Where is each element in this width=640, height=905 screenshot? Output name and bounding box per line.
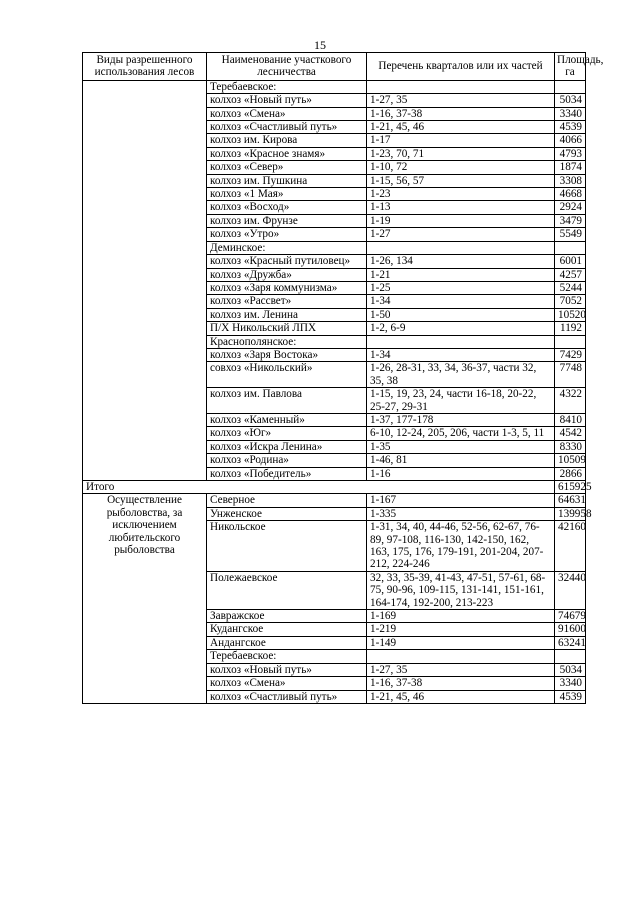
forestry-name: Кудангское <box>207 623 367 636</box>
forestry-name: колхоз «Победитель» <box>207 467 367 480</box>
forestry-name: колхоз «Заря Востока» <box>207 348 367 361</box>
area-value: 3479 <box>555 214 586 227</box>
header-forestry-name: Наименование участкового лесничества <box>207 53 367 81</box>
quarters-list: 1-46, 81 <box>367 454 555 467</box>
area-value: 3340 <box>555 677 586 690</box>
quarters-cell <box>367 80 555 93</box>
quarters-list: 1-13 <box>367 201 555 214</box>
total-label: Итого <box>83 481 555 494</box>
forestry-name: Никольское <box>207 521 367 572</box>
forestry-name: Полежаевское <box>207 571 367 609</box>
forestry-name: колхоз им. Кирова <box>207 134 367 147</box>
quarters-list: 1-27, 35 <box>367 94 555 107</box>
quarters-list: 1-25 <box>367 281 555 294</box>
area-value: 1874 <box>555 161 586 174</box>
quarters-list: 1-37, 177-178 <box>367 413 555 426</box>
quarters-list: 1-27, 35 <box>367 663 555 676</box>
quarters-list: 1-23, 70, 71 <box>367 147 555 160</box>
quarters-list: 1-149 <box>367 636 555 649</box>
forestry-name: колхоз «Искра Ленина» <box>207 440 367 453</box>
quarters-cell <box>367 241 555 254</box>
quarters-list: 1-169 <box>367 610 555 623</box>
forestry-name: колхоз «Юг» <box>207 427 367 440</box>
area-value: 1192 <box>555 322 586 335</box>
header-area: Площадь, га <box>555 53 586 81</box>
quarters-list: 1-21, 45, 46 <box>367 690 555 703</box>
quarters-list: 1-16 <box>367 467 555 480</box>
forestry-name: колхоз «Восход» <box>207 201 367 214</box>
forestry-name: колхоз им. Пушкина <box>207 174 367 187</box>
quarters-cell <box>367 650 555 663</box>
quarters-list: 1-15, 19, 23, 24, части 16-18, 20-22, 25-27, 29-31 <box>367 388 555 414</box>
quarters-list: 1-17 <box>367 134 555 147</box>
section-name: Деминское: <box>207 241 367 254</box>
forestry-name: Завражское <box>207 610 367 623</box>
area-value: 4257 <box>555 268 586 281</box>
quarters-list: 1-50 <box>367 308 555 321</box>
forestry-name: колхоз «Красное знамя» <box>207 147 367 160</box>
area-cell <box>555 241 586 254</box>
area-value: 5034 <box>555 94 586 107</box>
quarters-list: 1-34 <box>367 295 555 308</box>
quarters-list: 1-34 <box>367 348 555 361</box>
forestry-name: колхоз «Смена» <box>207 107 367 120</box>
area-value: 6001 <box>555 255 586 268</box>
forestry-name: колхоз «1 Мая» <box>207 188 367 201</box>
area-value: 42160 <box>555 521 586 572</box>
area-value: 4539 <box>555 121 586 134</box>
area-value: 2866 <box>555 467 586 480</box>
total-row <box>83 481 586 494</box>
quarters-list: 1-335 <box>367 507 555 520</box>
forestry-name: колхоз «Родина» <box>207 454 367 467</box>
quarters-list: 32, 33, 35-39, 41-43, 47-51, 57-61, 68-75, 90-96, 109-115, 131-141, 151-161, 164-174, 192-200, 213-223 <box>367 571 555 609</box>
forestry-name: Унженское <box>207 507 367 520</box>
forestry-name: колхоз «Север» <box>207 161 367 174</box>
quarters-list: 1-10, 72 <box>367 161 555 174</box>
forestry-name: колхоз «Дружба» <box>207 268 367 281</box>
section-row <box>83 80 586 93</box>
quarters-list: 1-19 <box>367 214 555 227</box>
area-value: 64631 <box>555 494 586 507</box>
area-value: 10509 <box>555 454 586 467</box>
forestry-name: колхоз им. Фрунзе <box>207 214 367 227</box>
table-header-row <box>83 53 586 81</box>
section-name: Краснополянское: <box>207 335 367 348</box>
quarters-list: 1-16, 37-38 <box>367 677 555 690</box>
area-value: 74679 <box>555 610 586 623</box>
area-value: 5549 <box>555 228 586 241</box>
section-name: Теребаевское: <box>207 80 367 93</box>
area-value: 32440 <box>555 571 586 609</box>
area-value: 5034 <box>555 663 586 676</box>
quarters-list: 1-35 <box>367 440 555 453</box>
quarters-list: 1-26, 28-31, 33, 34, 36-37, части 32, 35, 38 <box>367 362 555 388</box>
quarters-cell <box>367 335 555 348</box>
area-value: 4793 <box>555 147 586 160</box>
forest-use-table <box>82 52 604 704</box>
area-value: 4542 <box>555 427 586 440</box>
header-quarters: Перечень кварталов или их частей <box>367 53 555 81</box>
forestry-name: Андангское <box>207 636 367 649</box>
area-value: 4668 <box>555 188 586 201</box>
forestry-name: колхоз им. Павлова <box>207 388 367 414</box>
quarters-list: 1-26, 134 <box>367 255 555 268</box>
area-value: 4066 <box>555 134 586 147</box>
forestry-name: колхоз «Счастливый путь» <box>207 121 367 134</box>
area-value: 63241 <box>555 636 586 649</box>
total-area: 615925 <box>555 481 586 494</box>
table-row <box>83 494 586 507</box>
forestry-name: Северное <box>207 494 367 507</box>
area-value: 2924 <box>555 201 586 214</box>
header-use-type: Виды разрешенного использования лесов <box>83 53 207 81</box>
forestry-name: совхоз «Никольский» <box>207 362 367 388</box>
forestry-name: колхоз «Новый путь» <box>207 663 367 676</box>
area-value: 139958 <box>555 507 586 520</box>
forestry-name: колхоз «Смена» <box>207 677 367 690</box>
area-value: 8410 <box>555 413 586 426</box>
forestry-name: колхоз «Рассвет» <box>207 295 367 308</box>
area-cell <box>555 335 586 348</box>
forestry-name: П/Х Никольский ЛПХ <box>207 322 367 335</box>
quarters-list: 1-21 <box>367 268 555 281</box>
quarters-list: 1-27 <box>367 228 555 241</box>
quarters-list: 1-16, 37-38 <box>367 107 555 120</box>
quarters-list: 1-219 <box>367 623 555 636</box>
quarters-list: 1-167 <box>367 494 555 507</box>
area-value: 3340 <box>555 107 586 120</box>
area-value: 8330 <box>555 440 586 453</box>
area-cell <box>555 80 586 93</box>
quarters-list: 1-2, 6-9 <box>367 322 555 335</box>
quarters-list: 6-10, 12-24, 205, 206, части 1-3, 5, 11 <box>367 427 555 440</box>
area-value: 4322 <box>555 388 586 414</box>
area-value: 4539 <box>555 690 586 703</box>
area-value: 7052 <box>555 295 586 308</box>
area-value: 3308 <box>555 174 586 187</box>
forestry-name: колхоз «Новый путь» <box>207 94 367 107</box>
forestry-name: колхоз «Утро» <box>207 228 367 241</box>
forestry-name: колхоз «Каменный» <box>207 413 367 426</box>
area-value: 10520 <box>555 308 586 321</box>
area-value: 5244 <box>555 281 586 294</box>
area-cell <box>555 650 586 663</box>
quarters-list: 1-31, 34, 40, 44-46, 52-56, 62-67, 76-89, 97-108, 116-130, 142-150, 162, 163, 175, 176, 179-191, 201-204, 207-212, 224-246 <box>367 521 555 572</box>
use-type-fishing: Осуществление рыболовства, за исключением любительского рыболовства <box>83 494 207 704</box>
forestry-name: колхоз им. Ленина <box>207 308 367 321</box>
area-value: 7748 <box>555 362 586 388</box>
quarters-list: 1-23 <box>367 188 555 201</box>
forestry-name: колхоз «Счастливый путь» <box>207 690 367 703</box>
forestry-name: колхоз «Заря коммунизма» <box>207 281 367 294</box>
area-value: 91600 <box>555 623 586 636</box>
page-number: 15 <box>314 38 326 52</box>
forestry-name: колхоз «Красный путиловец» <box>207 255 367 268</box>
section-name: Теребаевское: <box>207 650 367 663</box>
use-type-cell-empty <box>83 80 207 480</box>
area-value: 7429 <box>555 348 586 361</box>
quarters-list: 1-15, 56, 57 <box>367 174 555 187</box>
quarters-list: 1-21, 45, 46 <box>367 121 555 134</box>
